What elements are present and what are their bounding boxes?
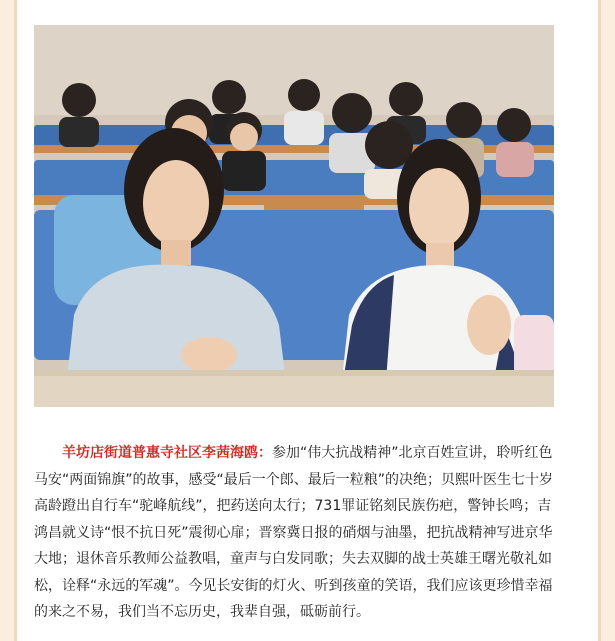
audience-photo [34,25,554,407]
lead-name: 羊坊店街道普惠寺社区李茜海鸥： [62,445,272,461]
article-body: 参加“伟大抗战精神”北京百姓宣讲，聆听红色马安“两面锦旗”的故事，感受“最后一个郎、最后一粒粮”的决绝；贝熙叶医生七十岁高龄蹬出自行车“驼峰航线”，把药送向太行；731罪证铭刻民族伤疤，警钟长鸣；吉鸿昌就义诗“恨不抗日死”震彻心扉；晋察冀日报的硝烟与油墨，把抗战精神写进京华大地；退休音乐教师公益教唱，童声与白发同歌；失去双脚的战士英雄王曙光敬礼如松，诠释“永远的军魂”。今见长安街的灯火、听到孩童的笑语，我们应该更珍惜幸福的来之不易，我们当不忘历史，我辈自强，砥砺前行。 [34,445,554,620]
photo-illustration [34,25,554,407]
article-paragraph [34,440,556,626]
